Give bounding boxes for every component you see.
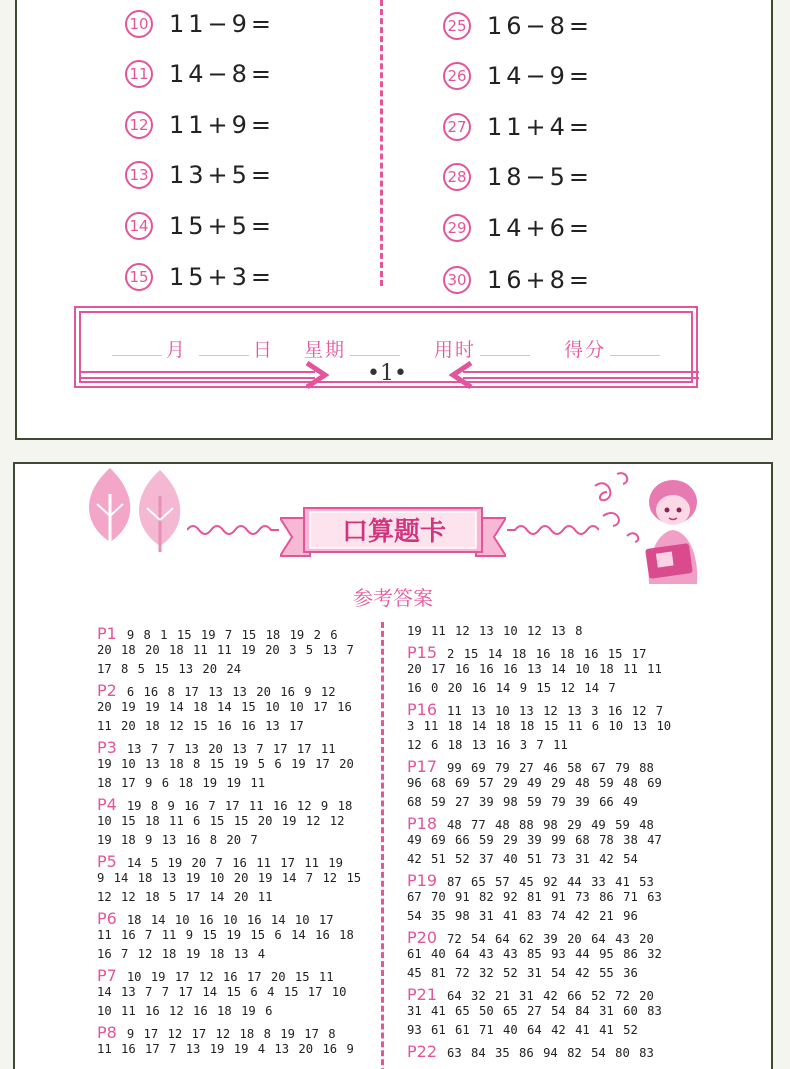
problem-number: 15: [125, 263, 153, 291]
left-arrow-icon: [445, 361, 699, 389]
problem-expression: 11−9=: [169, 10, 276, 38]
answer-line: [97, 890, 447, 909]
answer-values: 96 68 69 57 29 49 29 48 59 48 69: [407, 776, 662, 790]
answer-card-page: [13, 462, 773, 1069]
problem-expression: 16+8=: [487, 266, 594, 294]
problem-15: [125, 260, 275, 294]
answer-card-title: 口算题卡: [341, 517, 446, 547]
answer-line: [407, 947, 757, 966]
problem-expression: 11+9=: [169, 111, 276, 139]
answer-values: 2 15 14 18 16 18 16 15 17: [447, 647, 647, 661]
page-label: P22: [407, 1042, 438, 1061]
answer-line: [97, 700, 447, 719]
answer-values: 10 15 18 11 6 15 15 20 19 12 12: [97, 814, 345, 828]
answer-values: 9 8 1 15 19 7 15 18 19 2 6: [126, 628, 338, 642]
page-label: P7: [97, 966, 117, 985]
page-label: P2: [97, 681, 117, 700]
answer-line: [97, 795, 447, 814]
answer-line: [97, 719, 447, 738]
answer-line: [97, 643, 447, 662]
answer-line: [407, 871, 757, 890]
problem-27: [443, 110, 593, 144]
answer-line: [97, 757, 447, 776]
answer-line: [97, 833, 447, 852]
girl-reading-illustration: [587, 466, 705, 594]
answer-line: [407, 719, 757, 738]
page-label: P17: [407, 757, 438, 776]
answer-values: 9 14 18 13 19 10 20 19 14 7 12 15: [97, 871, 362, 885]
problem-expression: 14−8=: [169, 60, 276, 88]
answer-line: [407, 1004, 757, 1023]
page-number: •1•: [367, 361, 407, 386]
answer-values: 45 81 72 32 52 31 54 42 55 36: [407, 966, 638, 980]
problem-number: 13: [125, 161, 153, 189]
problem-number: 25: [443, 12, 471, 40]
problem-expression: 18−5=: [487, 163, 594, 191]
answer-values: 49 69 66 59 29 39 99 68 78 38 47: [407, 833, 662, 847]
page-label: P3: [97, 738, 117, 757]
answer-values: 12 6 18 13 16 3 7 11: [407, 738, 568, 752]
answer-line: [407, 966, 757, 985]
problem-expression: 11+4=: [487, 113, 594, 141]
answer-values: 10 11 16 12 16 18 19 6: [97, 1004, 273, 1018]
answer-line: [97, 624, 447, 643]
page-label: P16: [407, 700, 438, 719]
answer-values: 19 11 12 13 10 12 13 8: [407, 624, 583, 638]
month-blank: [112, 355, 162, 356]
answer-values: 11 16 7 11 9 15 19 15 6 14 16 18: [97, 928, 354, 942]
answer-values: 20 18 20 18 11 11 19 20 3 5 13 7: [97, 643, 354, 657]
problem-number: 27: [443, 113, 471, 141]
day-label: 日: [252, 339, 274, 361]
problem-number: 11: [125, 60, 153, 88]
page-label: P21: [407, 985, 438, 1004]
answer-line: [97, 871, 447, 890]
answer-line: [407, 928, 757, 947]
problem-26: [443, 59, 593, 93]
problem-13: [125, 158, 275, 192]
answer-line: [97, 928, 447, 947]
answer-values: 54 35 98 31 41 83 74 42 21 96: [407, 909, 638, 923]
day-blank: [199, 355, 249, 356]
answer-values: 11 20 18 12 15 16 16 13 17: [97, 719, 304, 733]
answer-values: 14 13 7 7 17 14 15 6 4 15 17 10: [97, 985, 347, 999]
answer-line: [97, 909, 447, 928]
answer-line: [97, 814, 447, 833]
answer-values: 99 69 79 27 46 58 67 79 88: [447, 761, 654, 775]
problem-25: [443, 9, 593, 43]
answer-values: 12 12 18 5 17 14 20 11: [97, 890, 273, 904]
problem-expression: 13+5=: [169, 161, 276, 189]
problem-10: [125, 7, 275, 41]
answer-line: [407, 1042, 757, 1061]
answer-values: 13 7 7 13 20 13 7 17 17 11: [126, 742, 336, 756]
answer-values: 11 13 10 13 12 13 3 16 12 7: [447, 704, 664, 718]
answer-line: [97, 852, 447, 871]
answer-values: 19 18 9 13 16 8 20 7: [97, 833, 258, 847]
answer-line: [407, 643, 757, 662]
answer-line: [407, 814, 757, 833]
answer-values: 64 32 21 31 42 66 52 72 20: [447, 989, 654, 1003]
answer-line: [97, 776, 447, 795]
problem-number: 26: [443, 62, 471, 90]
page-label: P5: [97, 852, 117, 871]
answer-values: 19 10 13 18 8 15 19 5 6 19 17 20: [97, 757, 354, 771]
answer-values: 68 59 27 39 98 59 79 39 66 49: [407, 795, 638, 809]
answer-values: 48 77 48 88 98 29 49 59 48: [447, 818, 654, 832]
problem-11: [125, 57, 275, 91]
answer-line: [407, 1023, 757, 1042]
column-divider: [380, 0, 383, 286]
answer-line: [407, 681, 757, 700]
answer-line: [407, 833, 757, 852]
problem-30: [443, 263, 593, 297]
answers-right-column: [407, 624, 757, 1061]
answer-line: [97, 1042, 447, 1061]
page-label: P8: [97, 1023, 117, 1042]
answer-values: 10 19 17 12 16 17 20 15 11: [126, 970, 334, 984]
answer-values: 63 84 35 86 94 82 54 80 83: [447, 1046, 654, 1060]
score-label: 得分: [564, 339, 607, 361]
answer-values: 42 51 52 37 40 51 73 31 42 54: [407, 852, 638, 866]
score-blank: [610, 355, 660, 356]
problem-expression: 15+5=: [169, 212, 276, 240]
answer-values: 3 11 18 14 18 18 15 11 6 10 13 10: [407, 719, 672, 733]
problem-expression: 14+6=: [487, 214, 594, 242]
problem-expression: 15+3=: [169, 263, 276, 291]
answer-line: [407, 624, 757, 643]
page-label: P18: [407, 814, 438, 833]
answer-line: [407, 852, 757, 871]
page-label: P1: [97, 624, 117, 643]
tree-icon: [75, 464, 195, 556]
page-label: P4: [97, 795, 117, 814]
problem-expression: 16−8=: [487, 12, 594, 40]
problem-28: [443, 160, 593, 194]
page-label: P6: [97, 909, 117, 928]
answer-line: [97, 947, 447, 966]
weekday-label: 星期: [303, 339, 346, 361]
answer-values: 87 65 57 45 92 44 33 41 53: [447, 875, 654, 889]
page-label: P15: [407, 643, 438, 662]
weekday-blank: [350, 355, 400, 356]
answer-values: 16 0 20 16 14 9 15 12 14 7: [407, 681, 616, 695]
answer-values: 18 14 10 16 10 16 14 10 17: [126, 913, 334, 927]
answer-values: 72 54 64 62 39 20 64 43 20: [447, 932, 654, 946]
answer-values: 20 19 19 14 18 14 15 10 10 17 16: [97, 700, 352, 714]
answer-line: [407, 776, 757, 795]
problem-number: 28: [443, 163, 471, 191]
problem-number: 14: [125, 212, 153, 240]
answer-values: 17 8 5 15 13 20 24: [97, 662, 242, 676]
answer-line: [407, 700, 757, 719]
answer-line: [97, 662, 447, 681]
answer-values: 31 41 65 50 65 27 54 84 31 60 83: [407, 1004, 662, 1018]
answer-line: [407, 890, 757, 909]
problem-number: 30: [443, 266, 471, 294]
answer-values: 20 17 16 16 16 13 14 10 18 11 11: [407, 662, 662, 676]
month-label: 月: [165, 339, 187, 361]
answer-values: 14 5 19 20 7 16 11 17 11 19: [126, 856, 343, 870]
answer-line: [407, 662, 757, 681]
answer-line: [407, 738, 757, 757]
answer-line: [97, 966, 447, 985]
problem-14: [125, 209, 275, 243]
page-label: P19: [407, 871, 438, 890]
answer-values: 16 7 12 18 19 18 13 4: [97, 947, 266, 961]
time-used-label: 用时: [434, 339, 477, 361]
time-used-blank: [480, 355, 530, 356]
answer-line: [97, 1004, 447, 1023]
answer-line: [97, 1023, 447, 1042]
answer-line: [407, 985, 757, 1004]
problem-29: [443, 211, 593, 245]
answer-values: 19 8 9 16 7 17 11 16 12 9 18: [126, 799, 353, 813]
wave-right-icon: [507, 522, 599, 538]
answer-values: 93 61 61 71 40 64 42 41 41 52: [407, 1023, 638, 1037]
answer-line: [407, 757, 757, 776]
answer-values: 9 17 12 17 12 18 8 19 17 8: [126, 1027, 336, 1041]
problem-expression: 14−9=: [487, 62, 594, 90]
problem-number: 29: [443, 214, 471, 242]
answer-values: 6 16 8 17 13 13 20 16 9 12: [126, 685, 336, 699]
problem-number: 12: [125, 111, 153, 139]
record-line: [81, 335, 691, 362]
page-label: P20: [407, 928, 438, 947]
answer-line: [97, 681, 447, 700]
answer-subtitle: 参考答案: [353, 586, 433, 610]
answer-values: 61 40 64 43 43 85 93 44 95 86 32: [407, 947, 662, 961]
answer-values: 18 17 9 6 18 19 19 11: [97, 776, 266, 790]
answer-line: [97, 738, 447, 757]
answer-values: 67 70 91 82 92 81 91 73 86 71 63: [407, 890, 662, 904]
answer-line: [97, 985, 447, 1004]
answer-values: 11 16 17 7 13 19 19 4 13 20 16 9: [97, 1042, 354, 1056]
problem-12: [125, 108, 275, 142]
worksheet-page: [15, 0, 773, 440]
problem-number: 10: [125, 10, 153, 38]
right-arrow-icon: [79, 361, 333, 389]
answer-line: [407, 795, 757, 814]
wave-left-icon: [187, 522, 279, 538]
answers-left-column: [97, 624, 447, 1061]
answer-line: [407, 909, 757, 928]
